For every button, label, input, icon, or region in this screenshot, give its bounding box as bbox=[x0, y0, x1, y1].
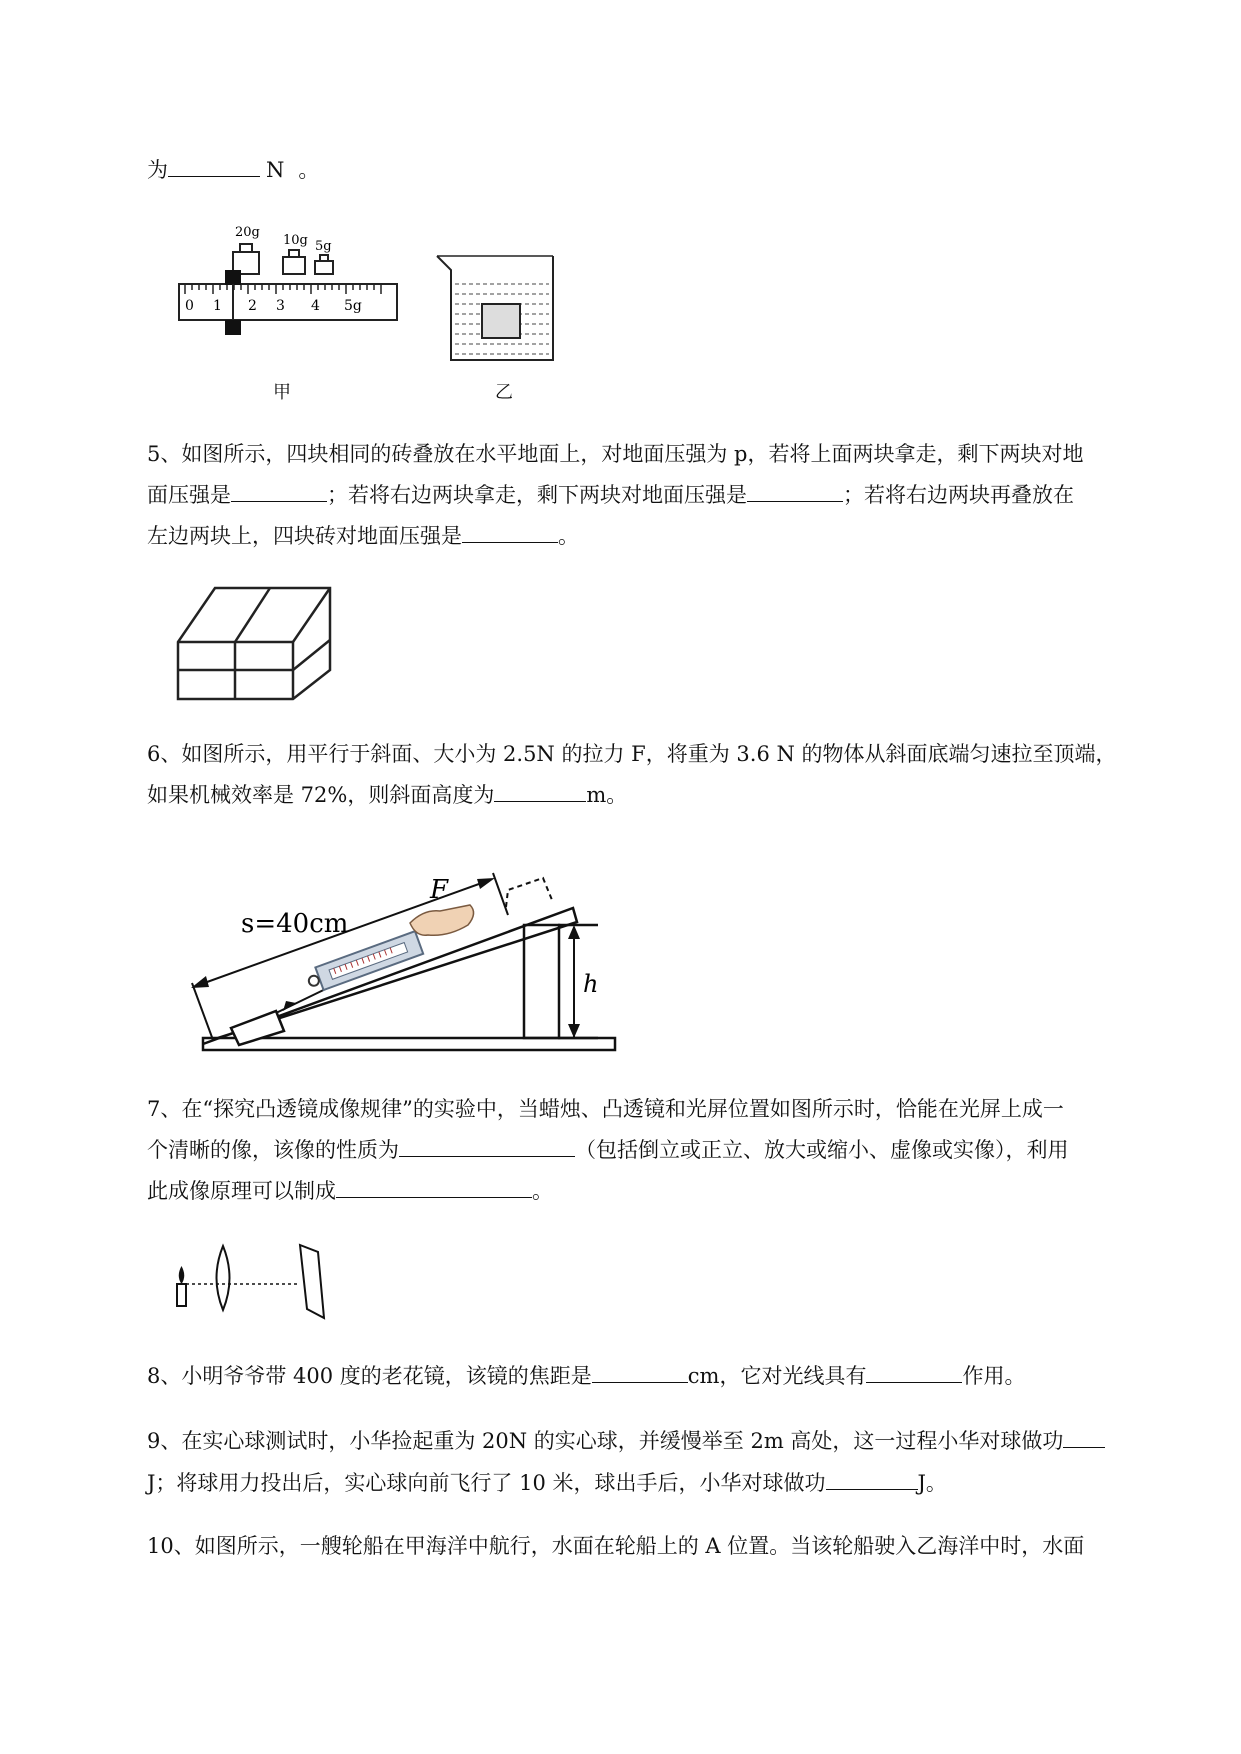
q7-line2 bbox=[147, 1134, 1069, 1166]
bricks-diagram bbox=[175, 582, 335, 702]
q5-text-c: ；若将右边两块再叠放在 bbox=[843, 483, 1074, 507]
q4-unit: N bbox=[266, 158, 285, 182]
screen bbox=[300, 1245, 324, 1318]
q8-text-c: 作用。 bbox=[962, 1364, 1026, 1388]
fig-F-label: F bbox=[430, 875, 449, 905]
q7-text-d: 。 bbox=[532, 1179, 553, 1203]
q6-line2 bbox=[147, 779, 627, 811]
q9-text-a: 9、在实心球测试时，小华捡起重为 20N 的实心球，并缓慢举至 2m 高处，这一过程小华对球做功 bbox=[147, 1429, 1064, 1453]
q7-line1: 7、在“探究凸透镜成像规律”的实验中，当蜡烛、凸透镜和光屏位置如图所示时，恰能在光屏上成一 bbox=[147, 1097, 1064, 1121]
q6-figure bbox=[178, 845, 648, 1055]
scale-mark-0: 0 bbox=[185, 298, 194, 314]
q7-blank-1[interactable] bbox=[399, 1134, 575, 1157]
q8-text-b: cm，它对光线具有 bbox=[687, 1364, 867, 1388]
weight-10g bbox=[283, 250, 305, 274]
weight-5g bbox=[315, 255, 333, 274]
q5-text-e: 。 bbox=[558, 524, 579, 548]
hand bbox=[410, 905, 474, 935]
q7-figure bbox=[172, 1240, 332, 1320]
fig-s-label: s=40cm bbox=[241, 909, 349, 939]
q9-blank-2[interactable] bbox=[826, 1467, 918, 1490]
q10-line1: 10、如图所示，一艘轮船在甲海洋中航行，水面在轮船上的 A 位置。当该轮船驶入乙海洋中时，水面 bbox=[147, 1534, 1085, 1558]
weight-20g bbox=[233, 244, 259, 274]
weight-5g-label: 5g bbox=[315, 239, 332, 254]
q4-tail-line bbox=[147, 154, 319, 186]
fig-label-yi: 乙 bbox=[495, 382, 513, 403]
balance-and-beaker-diagram bbox=[175, 222, 575, 362]
incline-diagram bbox=[178, 845, 648, 1055]
q4-answer-blank[interactable] bbox=[168, 154, 260, 177]
scale-mark-4: 4 bbox=[311, 298, 320, 314]
candle bbox=[177, 1284, 186, 1306]
fig-label-jia: 甲 bbox=[273, 382, 291, 403]
q4-end: 。 bbox=[298, 158, 320, 182]
q9-text-c: J。 bbox=[917, 1471, 947, 1495]
scale-mark-3: 3 bbox=[276, 298, 285, 314]
scale-mark-5g: 5g bbox=[344, 298, 362, 314]
q6-text-b: m。 bbox=[586, 783, 628, 807]
q5-blank-1[interactable] bbox=[231, 479, 327, 502]
q9-blank-1[interactable] bbox=[1063, 1425, 1105, 1448]
q7-text-a: 个清晰的像，该像的性质为 bbox=[147, 1138, 399, 1162]
q5-line3 bbox=[147, 520, 579, 552]
q5-text-a: 面压强是 bbox=[147, 483, 231, 507]
block bbox=[231, 1011, 284, 1045]
q5-line1: 5、如图所示，四块相同的砖叠放在水平地面上，对地面压强为 p，若将上面两块拿走，剩下两块对地 bbox=[147, 442, 1084, 466]
q5-text-d: 左边两块上，四块砖对地面压强是 bbox=[147, 524, 462, 548]
q7-text-c: 此成像原理可以制成 bbox=[147, 1179, 336, 1203]
q9-line1 bbox=[147, 1425, 1105, 1457]
q8-blank-1[interactable] bbox=[592, 1360, 688, 1383]
q4-prefix: 为 bbox=[147, 158, 168, 182]
q8-text-a: 8、小明爷爷带 400 度的老花镜，该镜的焦距是 bbox=[147, 1364, 592, 1388]
q7-text-b: （包括倒立或正立、放大或缩小、虚像或实像），利用 bbox=[575, 1138, 1069, 1162]
q5-figure bbox=[175, 582, 335, 702]
q5-blank-3[interactable] bbox=[462, 520, 558, 543]
q9-line2 bbox=[147, 1467, 947, 1499]
q5-text-b: ；若将右边两块拿走，剩下两块对地面压强是 bbox=[327, 483, 747, 507]
flame bbox=[179, 1266, 185, 1284]
weight-20g-label: 20g bbox=[235, 225, 260, 240]
scale-mark-2: 2 bbox=[248, 298, 257, 314]
scale-mark-1: 1 bbox=[213, 298, 222, 314]
q6-text-a: 如果机械效率是 72%，则斜面高度为 bbox=[147, 783, 495, 807]
q8-blank-2[interactable] bbox=[866, 1360, 962, 1383]
q7-line3 bbox=[147, 1175, 553, 1207]
convex-lens bbox=[217, 1246, 230, 1310]
rider-bottom bbox=[225, 320, 241, 335]
weight-10g-label: 10g bbox=[283, 233, 308, 248]
q8-line bbox=[147, 1360, 1025, 1392]
q6-blank[interactable] bbox=[494, 779, 586, 802]
fig-h-label: h bbox=[583, 970, 599, 998]
q9-text-b: J；将球用力投出后，实心球向前飞行了 10 米，球出手后，小华对球做功 bbox=[147, 1471, 826, 1495]
q7-blank-2[interactable] bbox=[336, 1175, 532, 1198]
q5-blank-2[interactable] bbox=[747, 479, 843, 502]
q5-line2 bbox=[147, 479, 1074, 511]
lens-diagram bbox=[172, 1240, 332, 1320]
q6-line1: 6、如图所示，用平行于斜面、大小为 2.5N 的拉力 F，将重为 3.6 N 的物体从斜面底端匀速拉至顶端， bbox=[147, 742, 1117, 766]
q4-figure bbox=[175, 222, 575, 402]
rider-top bbox=[225, 270, 241, 285]
submerged-object bbox=[482, 304, 520, 338]
beam-scale bbox=[179, 284, 397, 320]
scale-ticks bbox=[185, 284, 381, 294]
